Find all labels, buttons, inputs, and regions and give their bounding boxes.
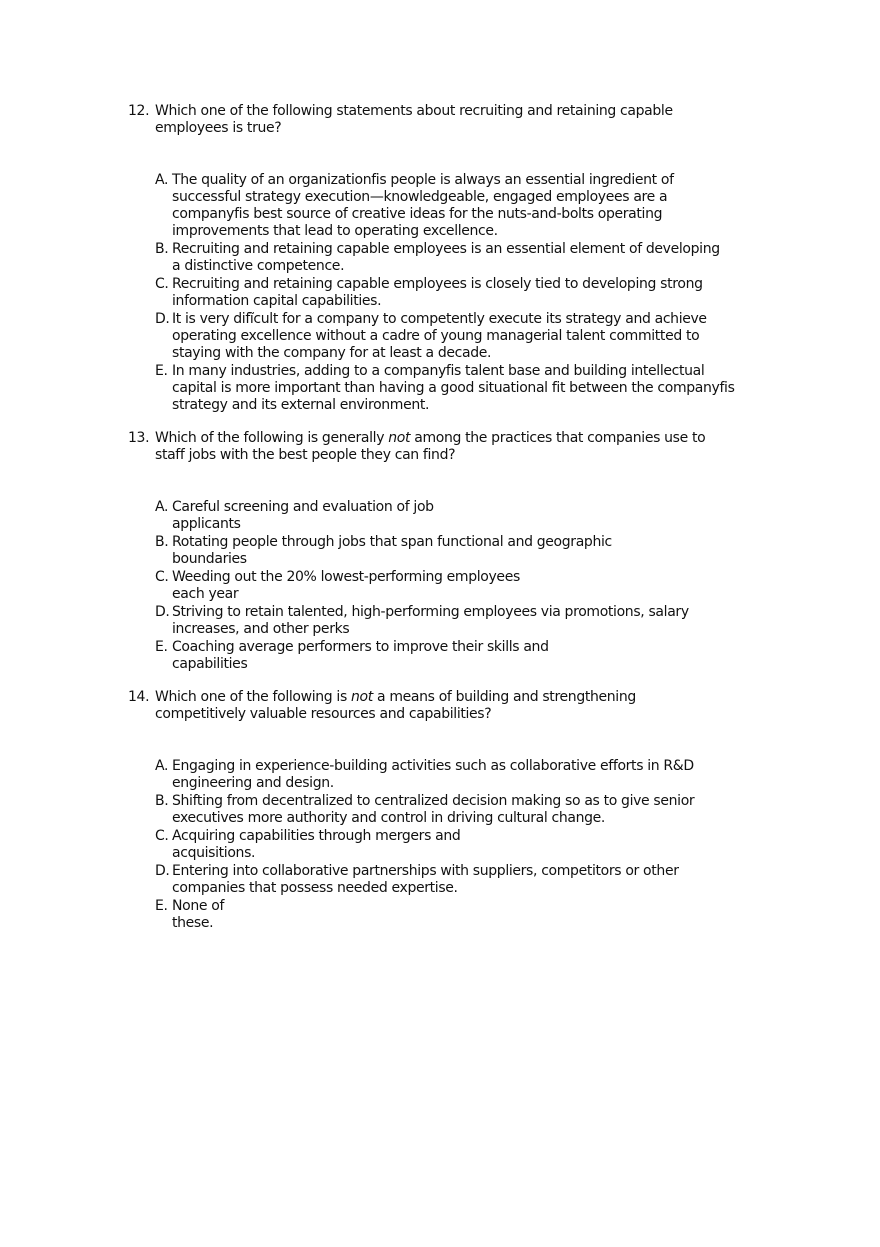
option-text-line: The quality of an organizationfis people is always an essential ingredient of: [172, 172, 674, 188]
answer-option-a: [155, 172, 808, 240]
question-text-segment: Which one of the following statements about recruiting and retaining capable: [155, 103, 673, 119]
option-text-line: improvements that lead to operating excellence.: [172, 223, 498, 239]
option-text-line: operating excellence without a cadre of young managerial talent committed to: [172, 328, 700, 344]
emphasized-text: not: [388, 430, 411, 446]
question-text-line: [128, 689, 808, 706]
option-letter: B.: [155, 241, 169, 257]
option-text-line: staying with the company for at least a decade.: [172, 345, 492, 361]
option-text-line: companyfis best source of creative ideas for the nuts-and-bolts operating: [172, 206, 663, 222]
question-number: 12.: [128, 103, 150, 119]
option-letter: E.: [155, 898, 168, 914]
answer-option-a: [155, 499, 808, 533]
option-text-line: Shifting from decentralized to centralized decision making so as to give senior: [172, 793, 695, 809]
answer-option-b: [155, 534, 808, 568]
question-number: 13.: [128, 430, 150, 446]
option-letter: A.: [155, 499, 169, 515]
option-text-line: boundaries: [172, 551, 247, 567]
option-text-line: Acquiring capabilities through mergers and: [172, 828, 461, 844]
option-text-line: strategy and its external environment.: [172, 397, 430, 413]
answer-options: [128, 758, 808, 932]
option-letter: C.: [155, 276, 169, 292]
option-text-line: Striving to retain talented, high-performing employees via promotions, salary: [172, 604, 689, 620]
question-text-line: [128, 706, 808, 723]
option-letter: E.: [155, 639, 168, 655]
option-text-line: None of: [172, 898, 225, 914]
option-text-line: acquisitions.: [172, 845, 256, 861]
option-text-line: Coaching average performers to improve their skills and: [172, 639, 549, 655]
answer-options: [128, 499, 808, 673]
answer-option-b: [155, 241, 808, 275]
option-text-line: It is very difĩcult for a company to competently execute its strategy and achieve: [172, 311, 707, 327]
answer-options: [128, 172, 808, 414]
option-letter: C.: [155, 828, 169, 844]
question-14: [128, 689, 808, 933]
option-text-line: companies that possess needed expertise.: [172, 880, 458, 896]
question-text-line: [128, 103, 808, 120]
answer-option-c: [155, 276, 808, 310]
option-letter: B.: [155, 534, 169, 550]
emphasized-text: not: [351, 689, 373, 705]
option-text-line: each year: [172, 586, 239, 602]
question-text-line: [128, 120, 808, 137]
option-text-line: capabilities: [172, 656, 248, 672]
option-text-line: Recruiting and retaining capable employees is an essential element of developing: [172, 241, 720, 257]
question-text-segment: employees is true?: [155, 120, 282, 136]
option-text-line: a distinctive competence.: [172, 258, 345, 274]
question-text-segment: competitively valuable resources and capabilities?: [155, 706, 492, 722]
answer-option-d: [155, 604, 808, 638]
answer-option-d: [155, 863, 808, 897]
answer-option-c: [155, 569, 808, 603]
answer-option-e: [155, 639, 808, 673]
question-text-segment: a means of building and strengthening: [372, 689, 636, 705]
option-text-line: engineering and design.: [172, 775, 334, 791]
question-text-segment: Which of the following is generally: [155, 430, 389, 446]
option-text-line: Weeding out the 20% lowest-performing employees: [172, 569, 520, 585]
option-text-line: Entering into collaborative partnerships with suppliers, competitors or other: [172, 863, 679, 879]
option-text-line: applicants: [172, 516, 241, 532]
question-13: [128, 430, 808, 674]
option-text-line: information capital capabilities.: [172, 293, 382, 309]
question-text-line: [128, 447, 808, 464]
answer-option-d: [155, 311, 808, 362]
option-letter: A.: [155, 172, 169, 188]
option-letter: D.: [155, 604, 170, 620]
answer-option-e: [155, 363, 808, 414]
option-letter: A.: [155, 758, 169, 774]
question-text-line: [128, 430, 808, 447]
option-text-line: these.: [172, 915, 214, 931]
answer-option-a: [155, 758, 808, 792]
option-text-line: executives more authority and control in driving cultural change.: [172, 810, 606, 826]
option-letter: D.: [155, 311, 170, 327]
question-number: 14.: [128, 689, 150, 705]
option-text-line: Engaging in experience-building activities such as collaborative efforts in R&D: [172, 758, 694, 774]
option-letter: C.: [155, 569, 169, 585]
option-text-line: In many industries, adding to a companyfis talent base and building intellectual: [172, 363, 705, 379]
answer-option-c: [155, 828, 808, 862]
option-text-line: increases, and other perks: [172, 621, 350, 637]
option-letter: D.: [155, 863, 170, 879]
option-text-line: Recruiting and retaining capable employees is closely tied to developing strong: [172, 276, 703, 292]
option-letter: E.: [155, 363, 168, 379]
question-text-segment: staff jobs with the best people they can find?: [155, 447, 456, 463]
option-letter: B.: [155, 793, 169, 809]
question-text-segment: Which one of the following is: [155, 689, 352, 705]
option-text-line: successful strategy execution—knowledgeable, engaged employees are a: [172, 189, 668, 205]
question-text-segment: among the practices that companies use to: [410, 430, 706, 446]
option-text-line: Rotating people through jobs that span functional and geographic: [172, 534, 612, 550]
option-text-line: capital is more important than having a good situational fit between the companyfis: [172, 380, 735, 396]
question-12: [128, 103, 808, 415]
answer-option-b: [155, 793, 808, 827]
answer-option-e: [155, 898, 808, 932]
option-text-line: Careful screening and evaluation of job: [172, 499, 434, 515]
